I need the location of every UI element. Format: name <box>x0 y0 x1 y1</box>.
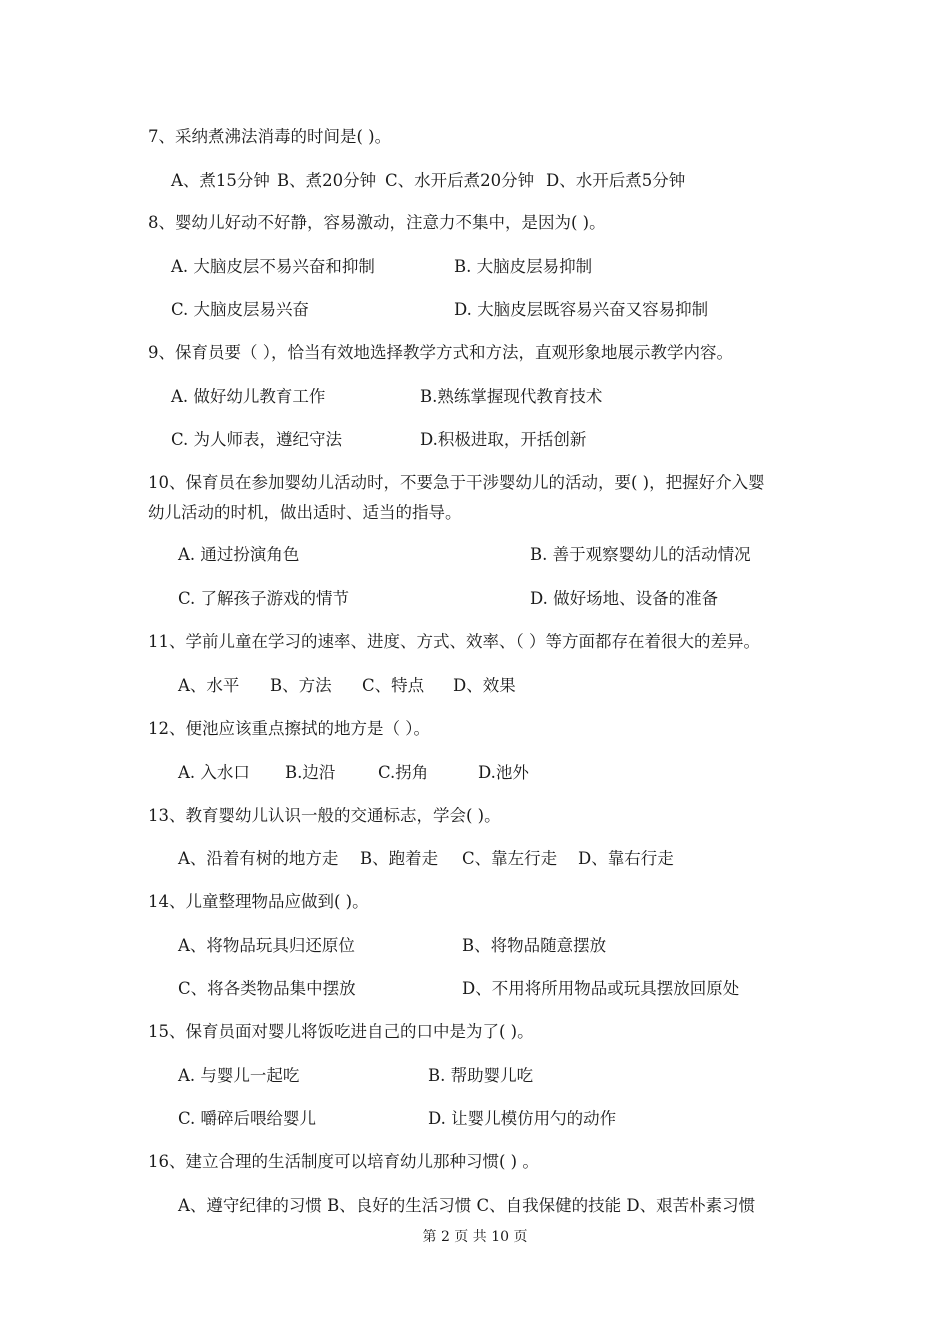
question-7-stem: 7、采纳煮沸法消毒的时间是( )。 <box>148 127 392 146</box>
question-10-option-c: C. 了解孩子游戏的情节 <box>178 589 350 608</box>
question-16-options: A、遵守纪律的习惯 B、良好的生活习惯 C、自我保健的技能 D、艰苦朴素习惯 <box>178 1196 756 1215</box>
question-15-option-c: C. 嚼碎后喂给婴儿 <box>178 1109 317 1128</box>
question-11-option-c: C、特点 <box>362 676 425 695</box>
question-13-option-d: D、靠右行走 <box>578 849 674 868</box>
question-13-option-a: A、沿着有树的地方走 <box>178 849 339 868</box>
question-14-option-b: B、将物品随意摆放 <box>462 936 607 955</box>
question-12-option-b: B.边沿 <box>285 763 336 782</box>
question-8-option-b: B. 大脑皮层易抑制 <box>454 257 593 276</box>
question-9-option-a: A. 做好幼儿教育工作 <box>171 387 326 406</box>
question-8-option-d: D. 大脑皮层既容易兴奋又容易抑制 <box>454 300 709 319</box>
question-11-stem: 11、学前儿童在学习的速率、进度、方式、效率、（ ）等方面都存在着很大的差异。 <box>148 632 760 651</box>
question-14-option-c: C、将各类物品集中摆放 <box>178 979 356 998</box>
question-10-stem-line-2: 幼儿活动的时机，做出适时、适当的指导。 <box>148 503 462 522</box>
question-8-option-c: C. 大脑皮层易兴奋 <box>171 300 310 319</box>
question-14-option-a: A、将物品玩具归还原位 <box>178 936 355 955</box>
question-15-stem: 15、保育员面对婴儿将饭吃进自己的口中是为了( )。 <box>148 1022 534 1041</box>
question-10-option-a: A. 通过扮演角色 <box>178 545 300 564</box>
question-10-stem-line-1: 10、保育员在参加婴幼儿活动时，不要急于干涉婴幼儿的活动，要( )，把握好介入婴 <box>148 473 765 492</box>
question-12-option-c: C.拐角 <box>378 763 429 782</box>
question-7-option-b: B、煮20分钟 <box>277 171 377 190</box>
question-11-option-d: D、效果 <box>453 676 516 695</box>
question-11-option-b: B、方法 <box>270 676 332 695</box>
question-10-option-d: D. 做好场地、设备的准备 <box>530 589 719 608</box>
question-13-stem: 13、教育婴幼儿认识一般的交通标志，学会( )。 <box>148 806 501 825</box>
question-13-option-b: B、跑着走 <box>360 849 439 868</box>
question-9-option-d: D.积极进取，开括创新 <box>420 430 587 449</box>
question-16-stem: 16、建立合理的生活制度可以培育幼儿那种习惯( ) 。 <box>148 1152 539 1171</box>
question-15-option-b: B. 帮助婴儿吃 <box>428 1066 534 1085</box>
question-7-option-d: D、水开后煮5分钟 <box>546 171 686 190</box>
question-13-option-c: C、靠左行走 <box>462 849 558 868</box>
question-12-option-d: D.池外 <box>478 763 529 782</box>
question-12-option-a: A. 入水口 <box>178 763 250 782</box>
question-12-stem: 12、便池应该重点擦拭的地方是（ ）。 <box>148 719 430 738</box>
question-15-option-d: D. 让婴儿模仿用勺的动作 <box>428 1109 617 1128</box>
question-8-stem: 8、婴幼儿好动不好静，容易激动，注意力不集中，是因为( )。 <box>148 213 606 232</box>
question-11-option-a: A、水平 <box>178 676 240 695</box>
question-15-option-a: A. 与婴儿一起吃 <box>178 1066 300 1085</box>
question-14-option-d: D、不用将所用物品或玩具摆放回原处 <box>462 979 740 998</box>
question-7-option-c: C、水开后煮20分钟 <box>385 171 535 190</box>
question-10-option-b: B. 善于观察婴幼儿的活动情况 <box>530 545 751 564</box>
page-number-footer: 第 2 页 共 10 页 <box>422 1229 528 1245</box>
question-9-option-c: C. 为人师表，遵纪守法 <box>171 430 343 449</box>
question-7-option-a: A、煮15分钟 <box>171 171 270 190</box>
question-8-option-a: A. 大脑皮层不易兴奋和抑制 <box>171 257 375 276</box>
question-9-stem: 9、保育员要（ ），恰当有效地选择教学方式和方法，直观形象地展示教学内容。 <box>148 343 733 362</box>
question-14-stem: 14、儿童整理物品应做到( )。 <box>148 892 369 911</box>
question-9-option-b: B.熟练掌握现代教育技术 <box>420 387 603 406</box>
